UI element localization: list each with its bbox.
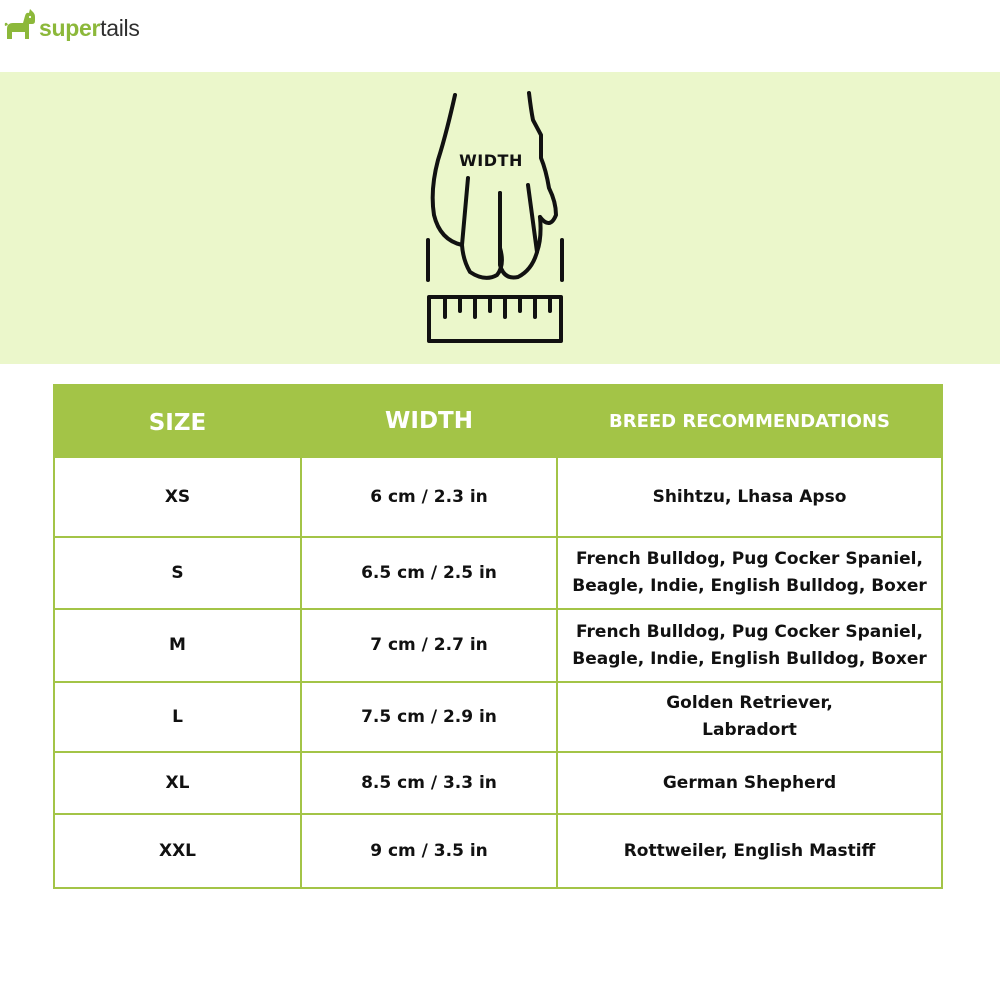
size-cell: XL — [54, 752, 301, 814]
width-cell: 9 cm / 3.5 in — [301, 814, 557, 888]
header-width: WIDTH — [301, 385, 557, 457]
brand-name-super: super — [39, 14, 101, 41]
breed-cell: Shihtzu, Lhasa Apso — [557, 457, 942, 537]
brand-wordmark — [39, 14, 140, 41]
brand-name-tails: tails — [100, 14, 140, 41]
table-row — [54, 814, 942, 888]
breed-cell: Golden Retriever, Labradort — [557, 682, 942, 752]
paw-measure-icon — [400, 80, 600, 355]
width-cell: 7.5 cm / 2.9 in — [301, 682, 557, 752]
brand-logo[interactable] — [4, 6, 140, 46]
breed-cell: French Bulldog, Pug Cocker Spaniel, Beagle, Indie, English Bulldog, Boxer — [557, 609, 942, 682]
header-breed-recommendations: BREED RECOMMENDATIONS — [557, 385, 942, 457]
table-row — [54, 537, 942, 609]
size-chart-table — [53, 384, 943, 889]
header-size: SIZE — [54, 385, 301, 457]
size-cell: L — [54, 682, 301, 752]
breed-cell: French Bulldog, Pug Cocker Spaniel, Beagle, Indie, English Bulldog, Boxer — [557, 537, 942, 609]
size-cell: S — [54, 537, 301, 609]
table-row — [54, 609, 942, 682]
size-cell: M — [54, 609, 301, 682]
size-cell: XS — [54, 457, 301, 537]
table-row — [54, 752, 942, 814]
width-cell: 6 cm / 2.3 in — [301, 457, 557, 537]
breed-cell: Rottweiler, English Mastiff — [557, 814, 942, 888]
size-cell: XXL — [54, 814, 301, 888]
paw-width-label: WIDTH — [459, 151, 523, 170]
width-cell: 8.5 cm / 3.3 in — [301, 752, 557, 814]
breed-cell: German Shepherd — [557, 752, 942, 814]
width-cell: 7 cm / 2.7 in — [301, 609, 557, 682]
dog-icon — [4, 8, 36, 44]
width-cell: 6.5 cm / 2.5 in — [301, 537, 557, 609]
table-header-row — [54, 385, 942, 457]
table-row — [54, 682, 942, 752]
table-row — [54, 457, 942, 537]
